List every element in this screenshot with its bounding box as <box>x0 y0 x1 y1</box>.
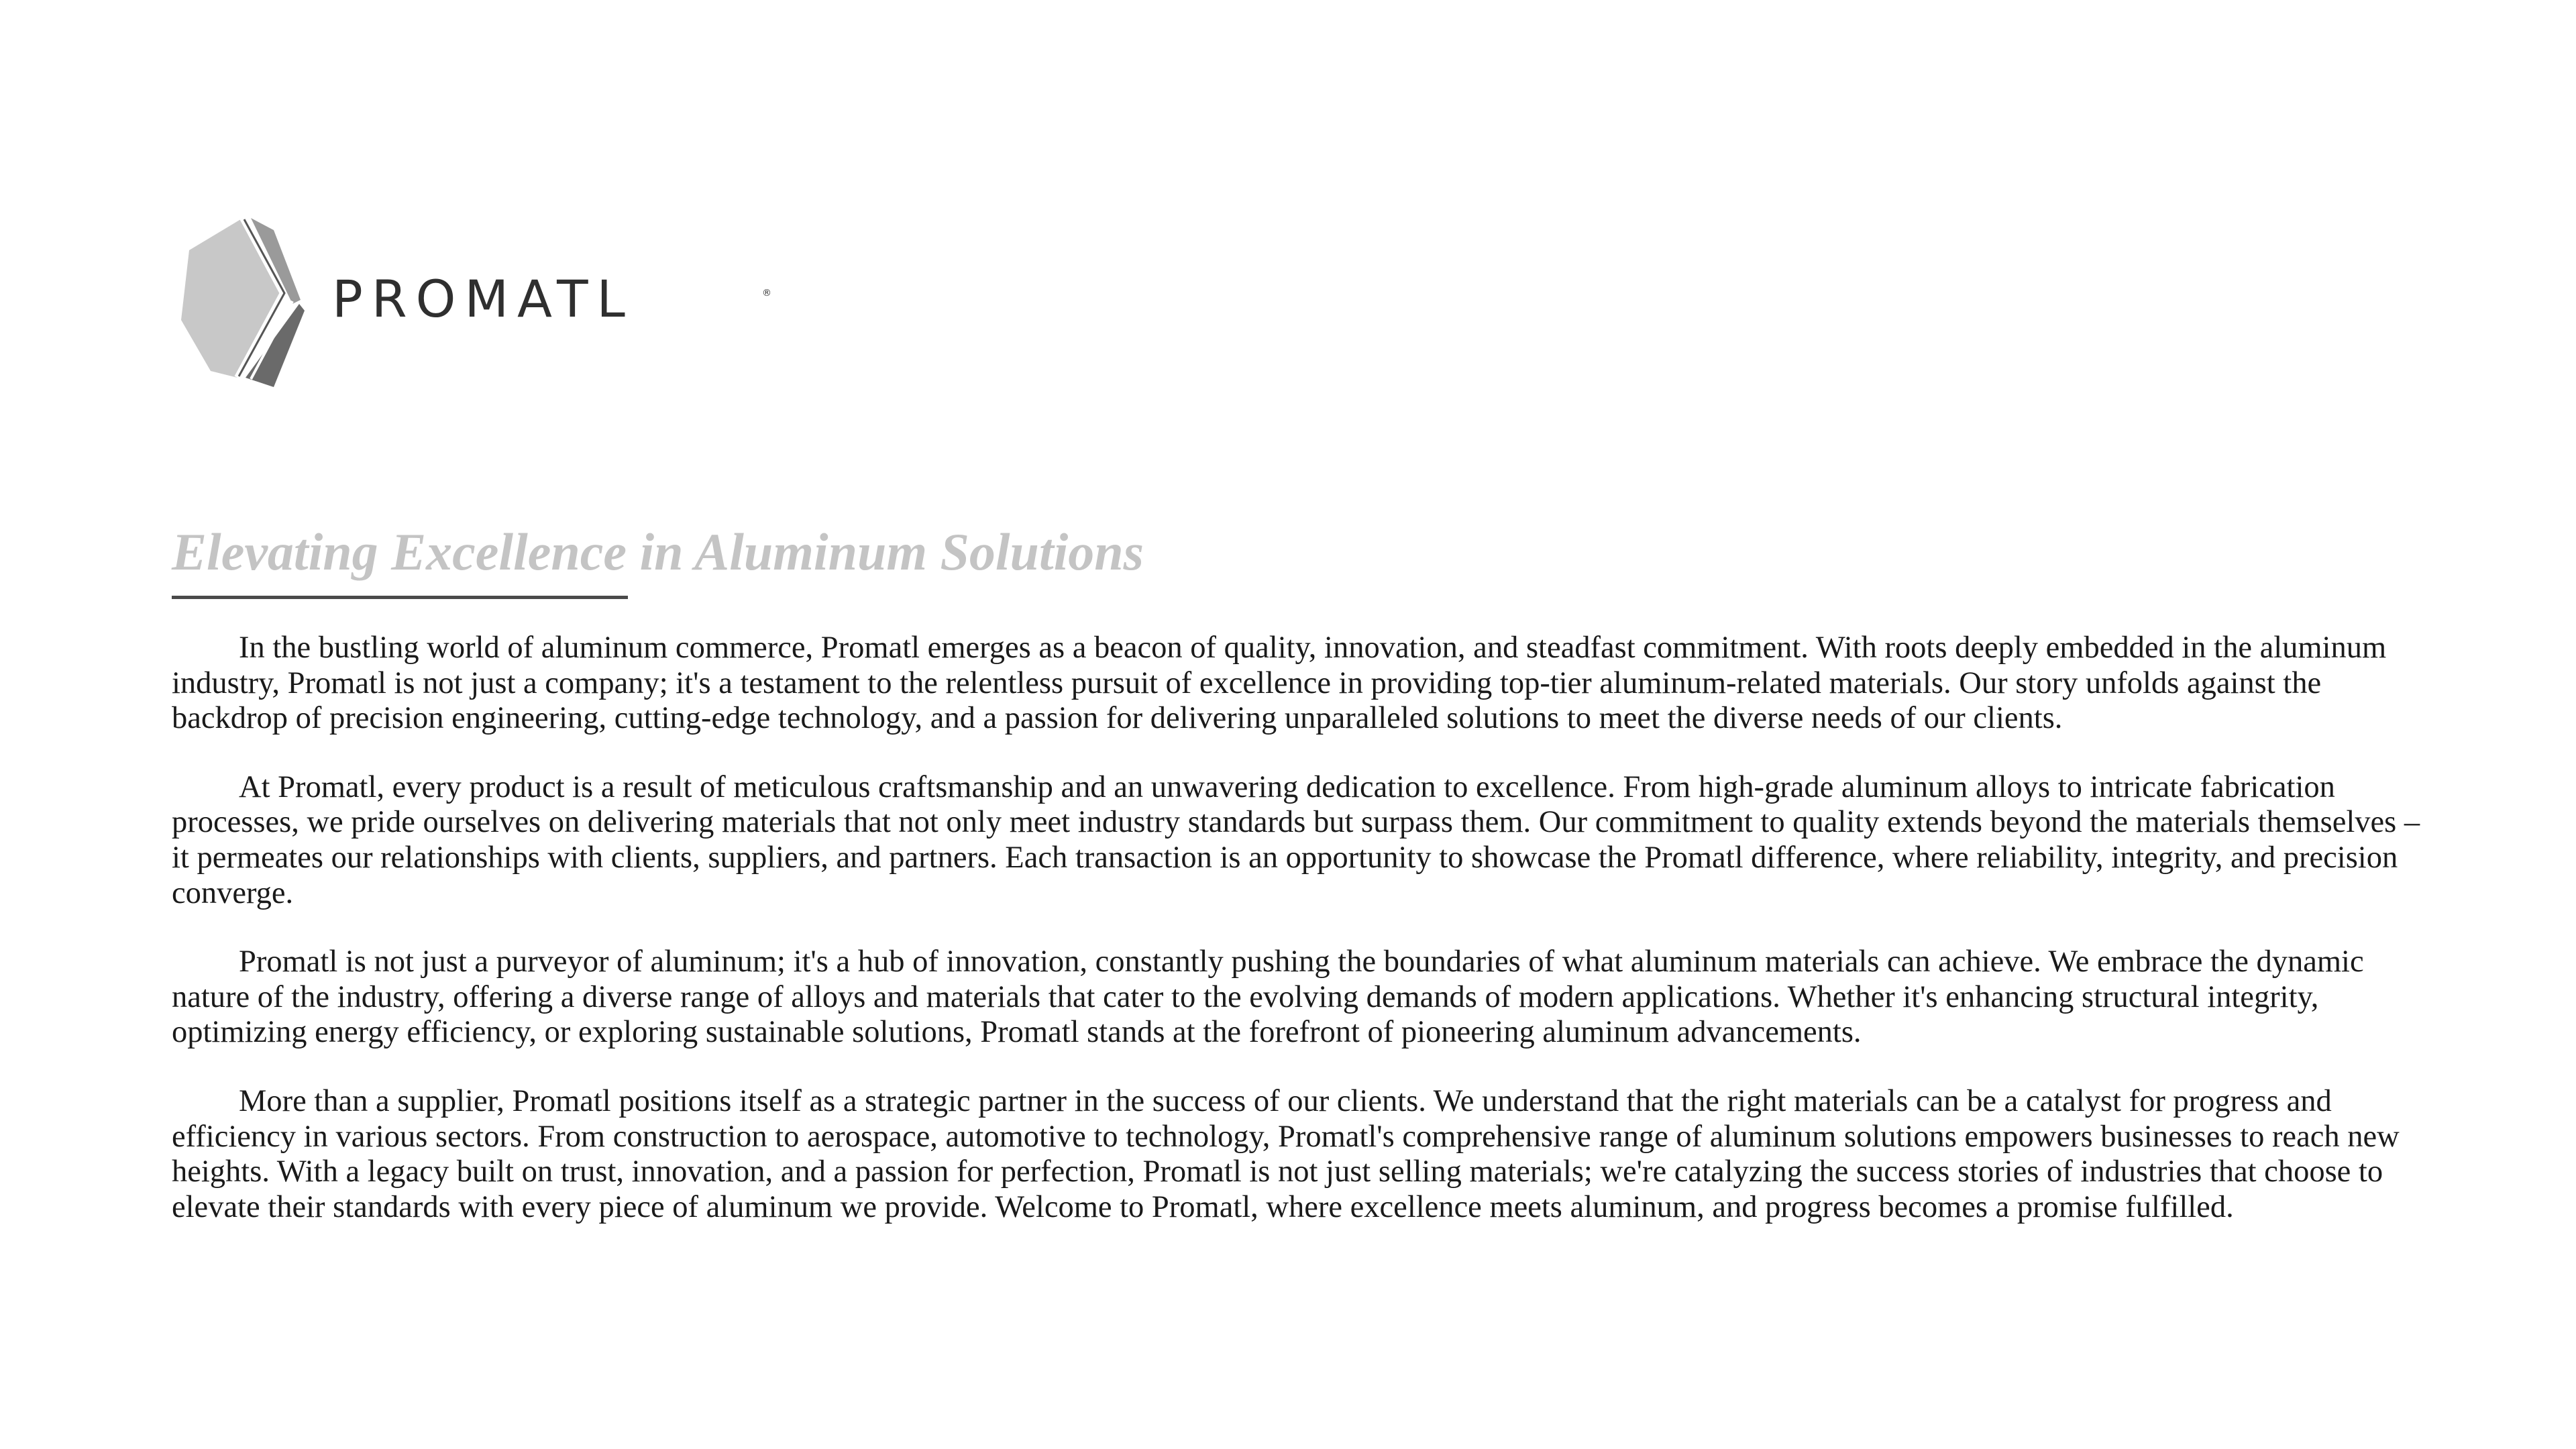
title-underline <box>172 596 628 599</box>
promatl-logo <box>181 218 785 392</box>
paragraph-2: At Promatl, every product is a result of meticulous craftsmanship and an unwavering dedication to excellence. From high-grade aluminum alloys to intricate fabrication processes, we pride ourselves on delivering materials that not only meet industry standards but surpass them. Our commitment to quality extends beyond the materials themselves – it permeates our relationships with clients, suppliers, and partners. Each transaction is an opportunity to showcase the Promatl difference, where reliability, integrity, and precision converge. <box>172 769 2420 910</box>
body-text <box>172 631 2442 1258</box>
paragraph-3: Promatl is not just a purveyor of aluminum; it's a hub of innovation, constantly pushing the boundaries of what aluminum materials can achieve. We embrace the dynamic nature of the industry, offering a diverse range of alloys and materials that cater to the evolving demands of modern applications. Whether it's enhancing structural integrity, optimizing energy efficiency, or exploring sustainable solutions, Promatl stands at the forefront of pioneering aluminum advancements. <box>172 945 2364 1050</box>
page-title: Elevating Excellence in Aluminum Solutions <box>172 523 1144 581</box>
registered-mark: ® <box>762 288 771 299</box>
paragraph-1: In the bustling world of aluminum commerce, Promatl emerges as a beacon of quality, innovation, and steadfast commitment. With roots deeply embedded in the aluminum industry, Promatl is not just a company; it's a testament to the relentless pursuit of excellence in providing top-tier aluminum-related materials. Our story unfolds against the backdrop of precision engineering, cutting-edge technology, and a passion for delivering unparalleled solutions to meet the diverse needs of our clients. <box>172 631 2387 736</box>
logo-wordmark: PROMATL <box>332 269 634 329</box>
hexagon-logo-icon <box>181 218 322 392</box>
paragraph-4: More than a supplier, Promatl positions itself as a strategic partner in the success of our clients. We understand that the right materials can be a catalyst for progress and efficiency in various sectors. From construction to aerospace, automotive to technology, Promatl's comprehensive range of aluminum solutions empowers businesses to reach new heights. With a legacy built on trust, innovation, and a passion for perfection, Promatl is not just selling materials; we're catalyzing the success stories of industries that choose to elevate their standards with every piece of aluminum we provide. Welcome to Promatl, where excellence meets aluminum, and progress becomes a promise fulfilled. <box>172 1083 2400 1224</box>
